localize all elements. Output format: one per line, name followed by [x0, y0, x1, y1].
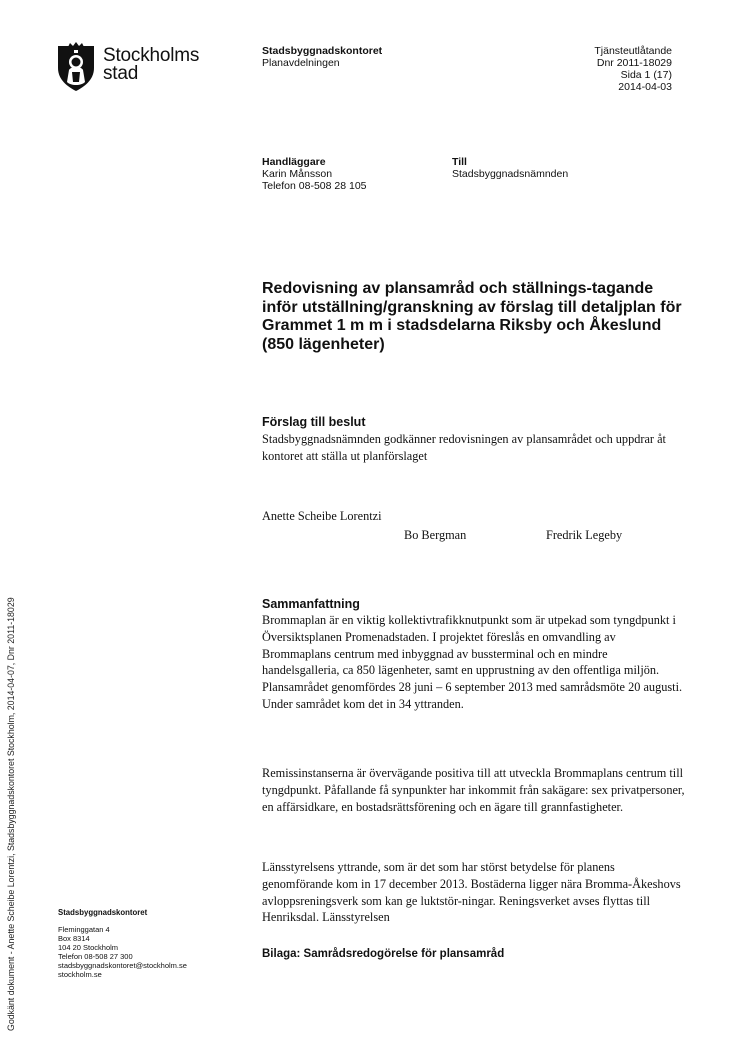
till-recipient: Stadsbyggnadsnämnden: [452, 168, 569, 180]
footer-line: Box 8314: [58, 934, 90, 943]
approval-margin-note: Godkänt dokument - Anette Scheibe Lorentzi, Stadsbyggnadskontoret Stockholm, 2014-04-07, Dnr 2011-18029: [6, 597, 16, 1031]
bilaga-line: Bilaga: Samrådsredogörelse för plansamråd: [262, 948, 505, 960]
logo-text-line1: Stockholms: [103, 45, 200, 66]
signature-1: Anette Scheibe Lorentzi: [262, 509, 382, 523]
handlaggare-name: Karin Månsson: [262, 168, 333, 180]
till-label: Till: [452, 156, 467, 168]
document-page: Sida 1 (17): [620, 69, 672, 81]
office-name: Stadsbyggnadskontoret: [262, 45, 383, 57]
beslut-text: Stadsbyggnadsnämnden godkänner redovisningen av plansamrådet och uppdrar åt kontoret att ställa ut planförslaget: [262, 432, 666, 463]
document-type: Tjänsteutlåtande: [594, 45, 672, 57]
logo-text-line2: stad: [103, 63, 139, 84]
stockholm-logo: [56, 42, 206, 94]
footer-line: Fleminggatan 4: [58, 925, 110, 934]
document-date: 2014-04-03: [618, 81, 672, 93]
document-dnr: Dnr 2011-18029: [596, 57, 672, 69]
sammanfattning-paragraph-3: Länsstyrelsens yttrande, som är det som har störst betydelse för planens genomförande kom in 17 december 2013. Bostäderna ligger nära Bromma-Åkeshovs avloppsreningsverk som kan ge luktstör-ningar. Reningsverket avses flyttas till Henriksdal. Länsstyrelsen: [262, 860, 681, 925]
footer-line: Telefon 08-508 27 300: [58, 952, 133, 961]
sammanfattning-heading: Sammanfattning: [262, 597, 360, 611]
signature-3: Fredrik Legeby: [546, 528, 623, 542]
stockholm-crest-icon: [56, 42, 96, 92]
footer-line: stadsbyggnadskontoret@stockholm.se: [58, 961, 187, 970]
till-block: [452, 156, 568, 180]
sammanfattning-paragraph-2: Remissinstanserna är övervägande positiva till att utveckla Brommaplans centrum till tyngdpunkt. Påfallande få synpunkter har inkommit från sakägare: sex privatpersoner, en affärsidkare, en bostadsrättsförening och en ägare till grannfastigheter.: [262, 766, 685, 814]
office-dept: Planavdelningen: [262, 57, 340, 69]
document-title: Redovisning av plansamråd och ställnings-tagande inför utställning/granskning av förslag till detaljplan för Grammet 1 m m i stadsdelarna Riksby och Åkeslund (850 lägenheter): [262, 280, 682, 353]
signature-2: Bo Bergman: [404, 528, 467, 542]
handlaggare-label: Handläggare: [262, 156, 326, 168]
sammanfattning-paragraph-1: Brommaplan är en viktig kollektivtrafikknutpunkt som är utpekad som tyngdpunkt i Översiktsplanen Promenadstaden. I projektet föreslås en omvandling av Brommaplans centrum med inbyggnad av bussterminal och en mindre handelsgalleria, ca 850 lägenheter, samt en upprustning av den offentliga miljön. Plansamrådet genomfördes 28 juni – 6 september 2013 med samrådsmöte 20 augusti. Under samrådet kom det in 34 yttranden.: [262, 613, 683, 711]
office-header: [262, 45, 382, 69]
footer-address: [58, 908, 187, 979]
handlaggare-block: [262, 156, 367, 192]
footer-line: 104 20 Stockholm: [58, 943, 119, 952]
handlaggare-phone: Telefon 08-508 28 105: [262, 180, 367, 192]
footer-line: stockholm.se: [58, 970, 102, 979]
footer-heading: Stadsbyggnadskontoret: [58, 908, 148, 917]
document-info: [594, 45, 672, 93]
beslut-heading: Förslag till beslut: [262, 415, 366, 429]
